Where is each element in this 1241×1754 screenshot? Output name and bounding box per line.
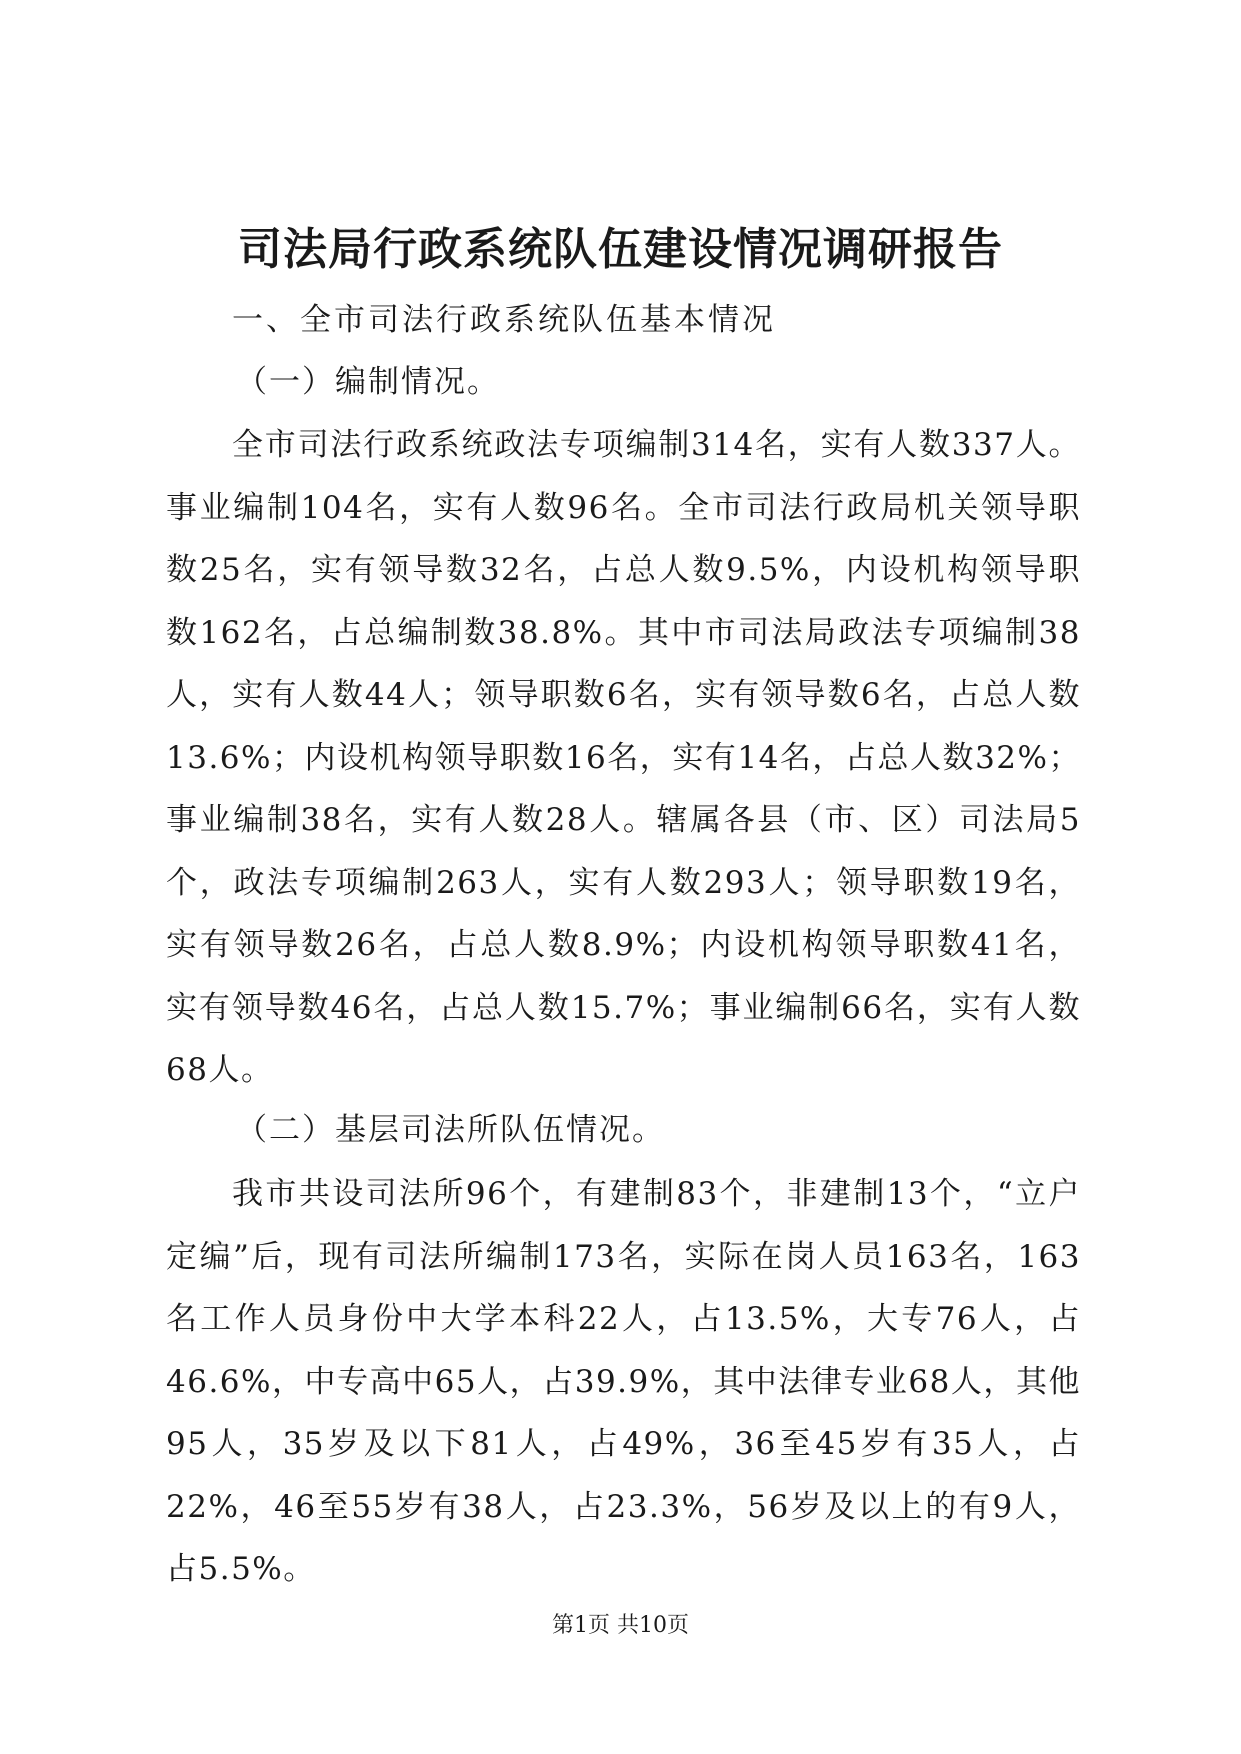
section-heading-1: 一、全市司法行政系统队伍基本情况 — [232, 302, 776, 338]
document-title: 司法局行政系统队伍建设情况调研报告 — [238, 224, 1003, 275]
subsection-heading-2: （二）基层司法所队伍情况。 — [236, 1112, 665, 1148]
page-number-footer: 第1页 共10页 — [552, 1613, 689, 1638]
subsection-heading-1: （一）编制情况。 — [236, 364, 500, 400]
paragraph-staffing: 全市司法行政系统政法专项编制314名，实有人数337人。事业编制104名，实有人数96名。全市司法行政局机关领导职数25名，实有领导数32名，占总人数9.5%，内设机构领导职数162名，占总编制数38.8%。其中市司法局政法专项编制38人，实有人数44人；领导职数6名，实有领导数6名，占总人数13.6%；内设机构领导职数16名，实有14名，占总人数32%；事业编制38名，实有人数28人。辖属各县（市、区）司法局5个，政法专项编制263人，实有人数293人；领导职数19名，实有领导数26名，占总人数8.9%；内设机构领导职数41名，实有领导数46名，占总人数15.7%；事业编制66名，实有人数68人。 — [166, 427, 1081, 1088]
paragraph-judicial-offices: 我市共设司法所96个，有建制83个，非建制13个，“立户定编”后，现有司法所编制173名，实际在岗人员163名，163名工作人员身份中大学本科22人，占13.5%，大专76人，占46.6%，中专高中65人，占39.9%，其中法律专业68人，其他95人，35岁及以下81人，占49%，36至45岁有35人，占22%，46至55岁有38人，占23.3%，56岁及以上的有9人，占5.5%。 — [166, 1176, 1081, 1587]
